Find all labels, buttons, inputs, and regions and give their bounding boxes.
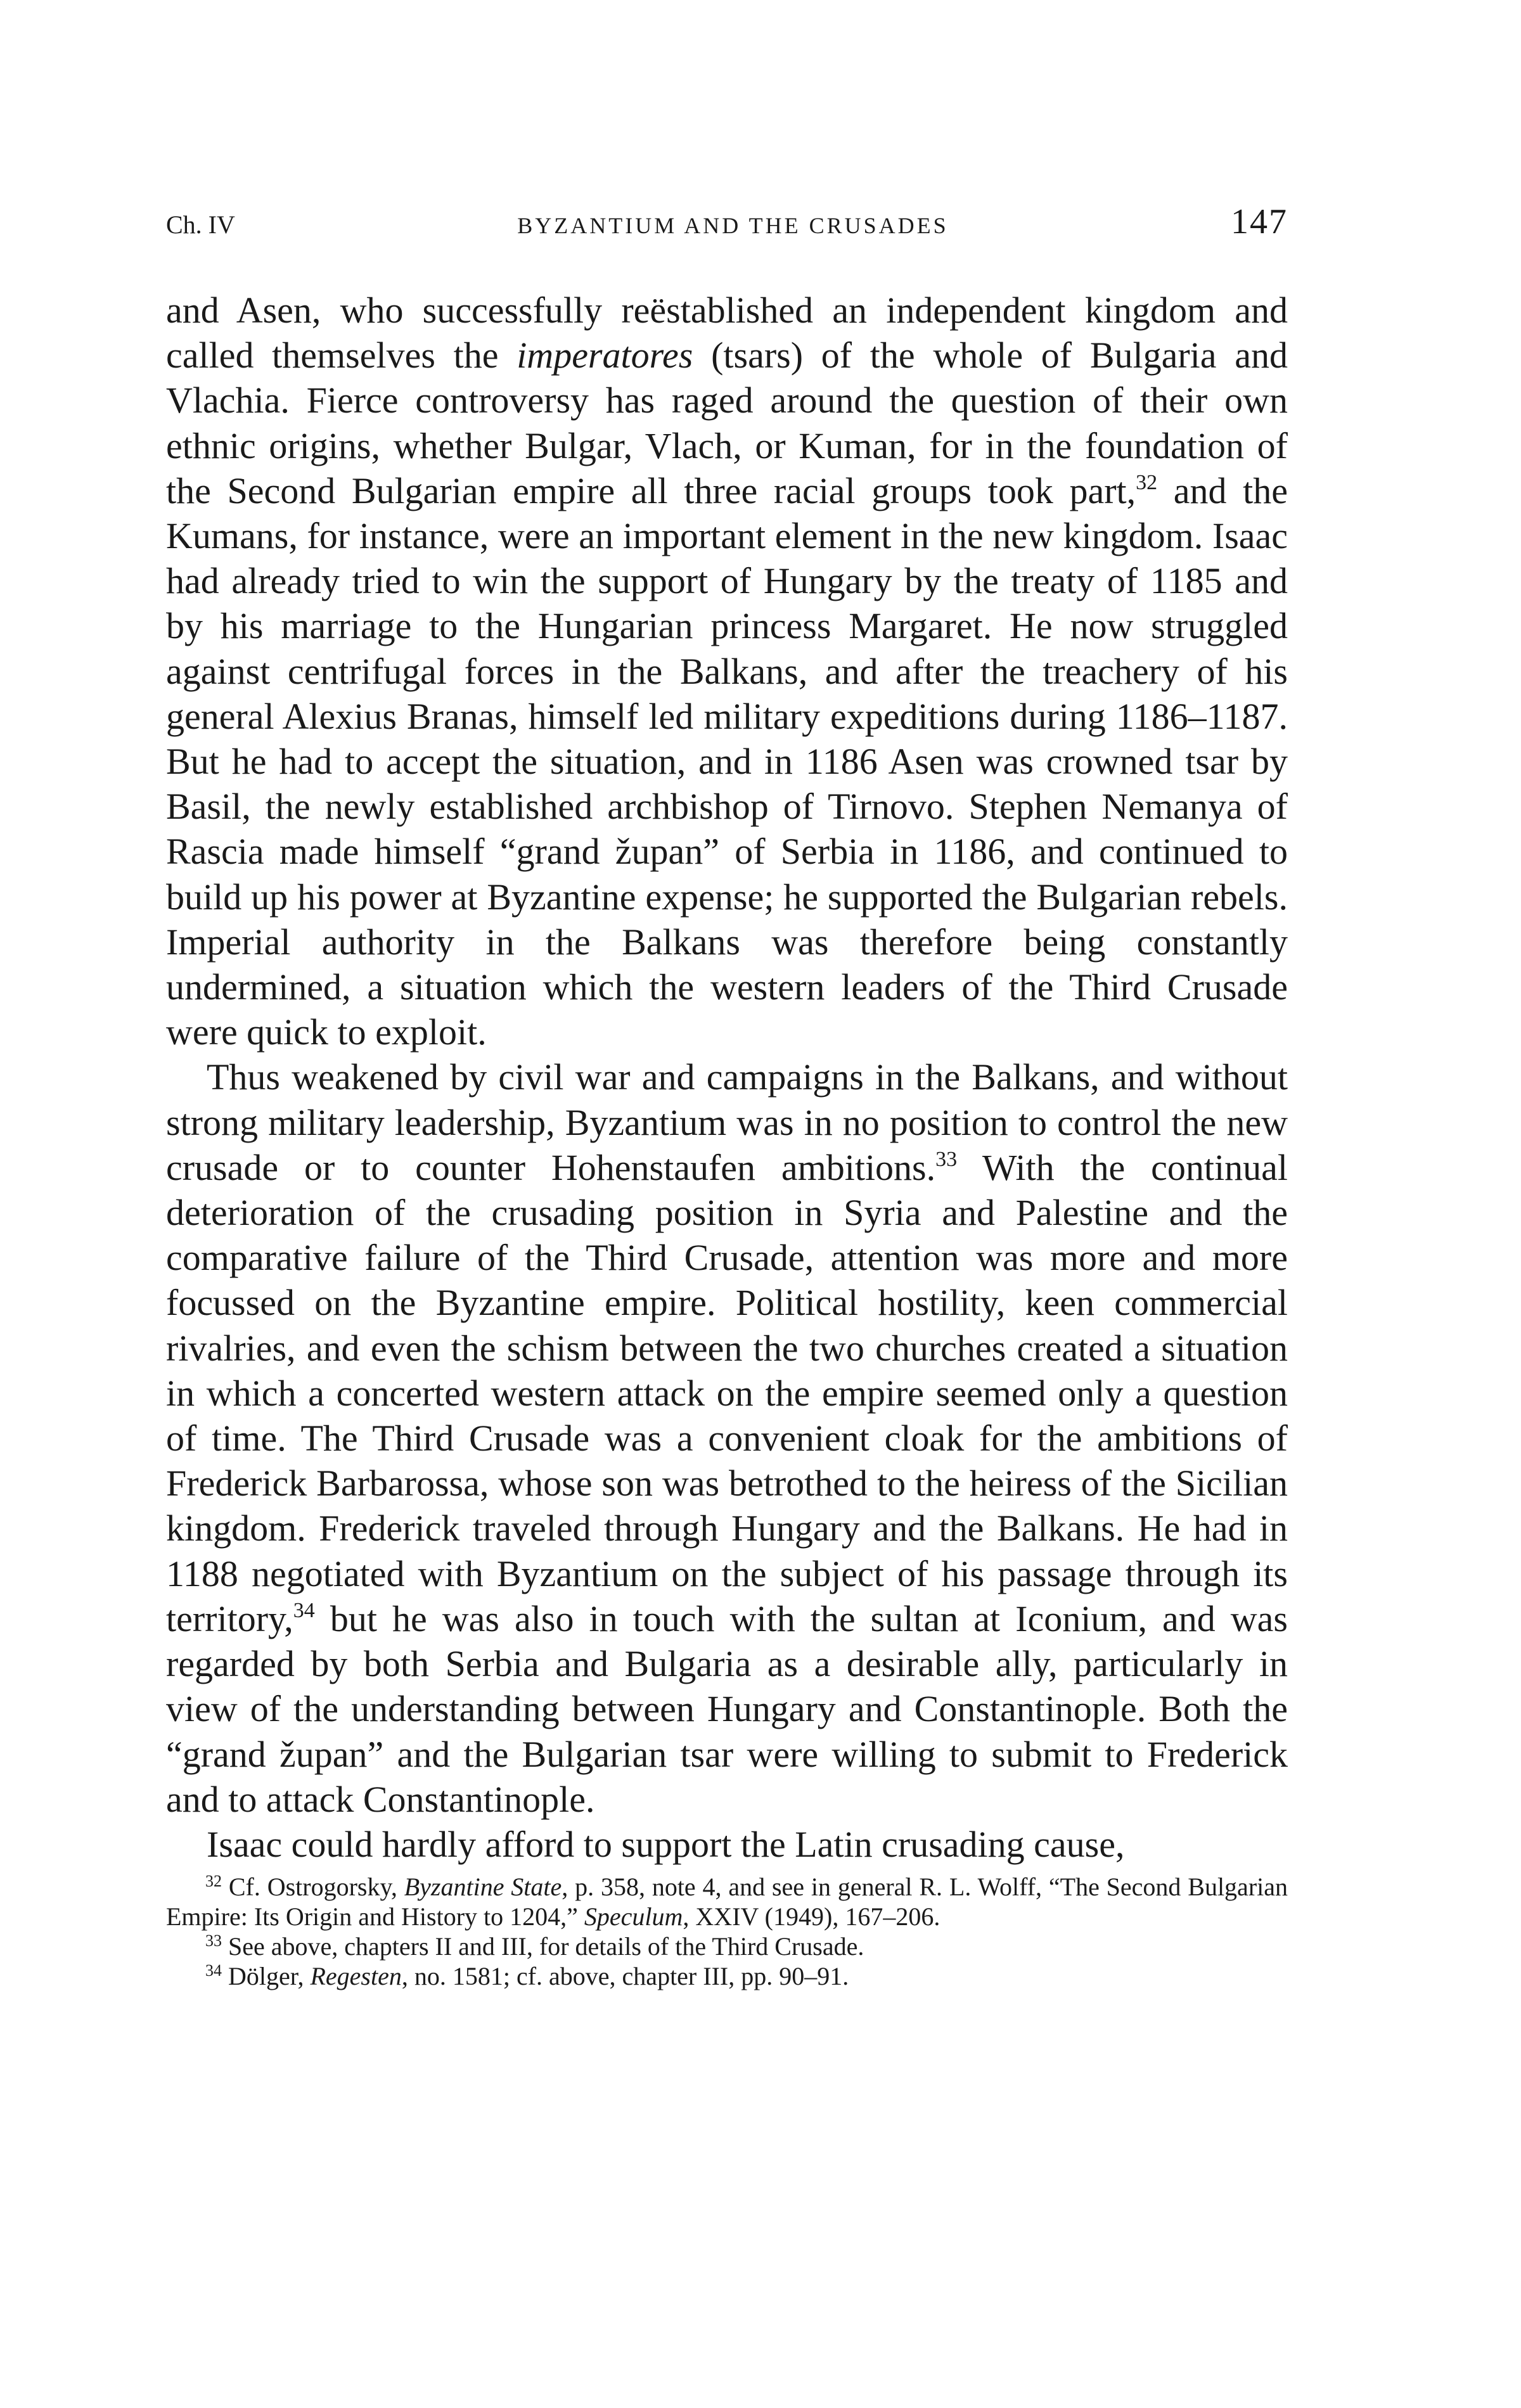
- italic-term: imperatores: [517, 335, 693, 376]
- footnote-ref-33[interactable]: 33: [935, 1147, 958, 1171]
- footnote-number: 33: [205, 1931, 222, 1950]
- running-title: BYZANTIUM AND THE CRUSADES: [517, 213, 949, 238]
- text-run: Thus weakened by civil war and campaigns in the Balkans, and without strong military leadership, Byzantium was in no position to control the new crusade or to counter Hohenstaufen ambitions.: [166, 1056, 1288, 1188]
- footnote-number: 32: [205, 1872, 222, 1891]
- text-run: , p. 358, note 4, and see in general R. L. Wolff, “The Second Bulgarian Empire: Its Origin and History to 1204,”: [166, 1873, 1288, 1931]
- text-run: Cf. Ostrogorsky,: [222, 1873, 404, 1902]
- paragraph-2: [166, 1054, 1288, 1821]
- paragraph-1: [166, 288, 1288, 1054]
- text-run: (tsars) of the whole of Bulgaria and Vlachia. Fierce controversy has raged around the question of their own ethnic origins, whether Bulgar, Vlach, or Kuman, for in the foundation of the Second Bulgarian empire all three racial groups took part,: [166, 335, 1288, 511]
- body-text: [166, 288, 1288, 1867]
- italic-title: Byzantine State: [404, 1873, 562, 1902]
- book-page: [166, 202, 1288, 1991]
- text-run: See above, chapters II and III, for details of the Third Crusade.: [222, 1932, 864, 1961]
- paragraph-3: [166, 1822, 1288, 1867]
- text-run: With the continual deterioration of the crusading position in Syria and Palestine and the comparative failure of the Third Crusade, attention was more and more focussed on the Byzantine empire. Political hostility, keen commercial rivalries, and even the schism between the two churches created a situation in which a concerted western attack on the empire seemed only a question of time. The Third Crusade was a convenient cloak for the ambitions of Frederick Barbarossa, whose son was betrothed to the heiress of the Sicilian kingdom. Frederick traveled through Hungary and the Balkans. He had in 1188 negotiated with Byzantium on the subject of his passage through its territory,: [166, 1146, 1288, 1639]
- italic-title: Speculum: [584, 1902, 683, 1931]
- footnote-ref-34[interactable]: 34: [293, 1598, 315, 1622]
- footnote-33: [166, 1931, 1288, 1961]
- footnote-number: 34: [205, 1961, 222, 1980]
- text-run: and the Kumans, for instance, were an important element in the new kingdom. Isaac had already tried to win the support of Hungary by the treaty of 1185 and by his marriage to the Hungarian princess Margaret. He now struggled against centrifugal forces in the Balkans, and after the treachery of his general Alexius Branas, himself led military expeditions during 1186–1187. But he had to accept the situation, and in 1186 Asen was crowned tsar by Basil, the newly established archbishop of Tirnovo. Stephen Nemanya of Rascia made himself “grand župan” of Serbia in 1186, and continued to build up his power at Byzantine expense; he supported the Bulgarian rebels. Imperial authority in the Balkans was therefore being constantly undermined, a situation which the western leaders of the Third Crusade were quick to exploit.: [166, 470, 1288, 1053]
- text-run: Isaac could hardly afford to support the Latin crusading cause,: [207, 1823, 1125, 1865]
- page-number: 147: [1230, 202, 1288, 241]
- text-run: and Asen, who successfully reëstablished an independent kingdom and called themselves the: [166, 290, 1288, 376]
- footnote-ref-32[interactable]: 32: [1136, 470, 1158, 494]
- italic-title: Regesten: [310, 1962, 402, 1991]
- text-run: Dölger,: [222, 1962, 311, 1991]
- chapter-label: Ch. IV: [166, 210, 235, 239]
- text-run: but he was also in touch with the sultan at Iconium, and was regarded by both Serbia and Bulgaria as a desirable ally, particularly in view of the understanding between Hungary and Constantinople. Both the “grand župan” and the Bulgarian tsar were willing to submit to Frederick and to attack Constantinople.: [166, 1598, 1288, 1820]
- text-run: , no. 1581; cf. above, chapter III, pp. 90–91.: [401, 1962, 849, 1991]
- footnotes: [166, 1872, 1288, 1991]
- running-header: [166, 202, 1288, 252]
- footnote-32: [166, 1872, 1288, 1931]
- footnote-34: [166, 1961, 1288, 1991]
- text-run: , XXIV (1949), 167–206.: [683, 1902, 940, 1931]
